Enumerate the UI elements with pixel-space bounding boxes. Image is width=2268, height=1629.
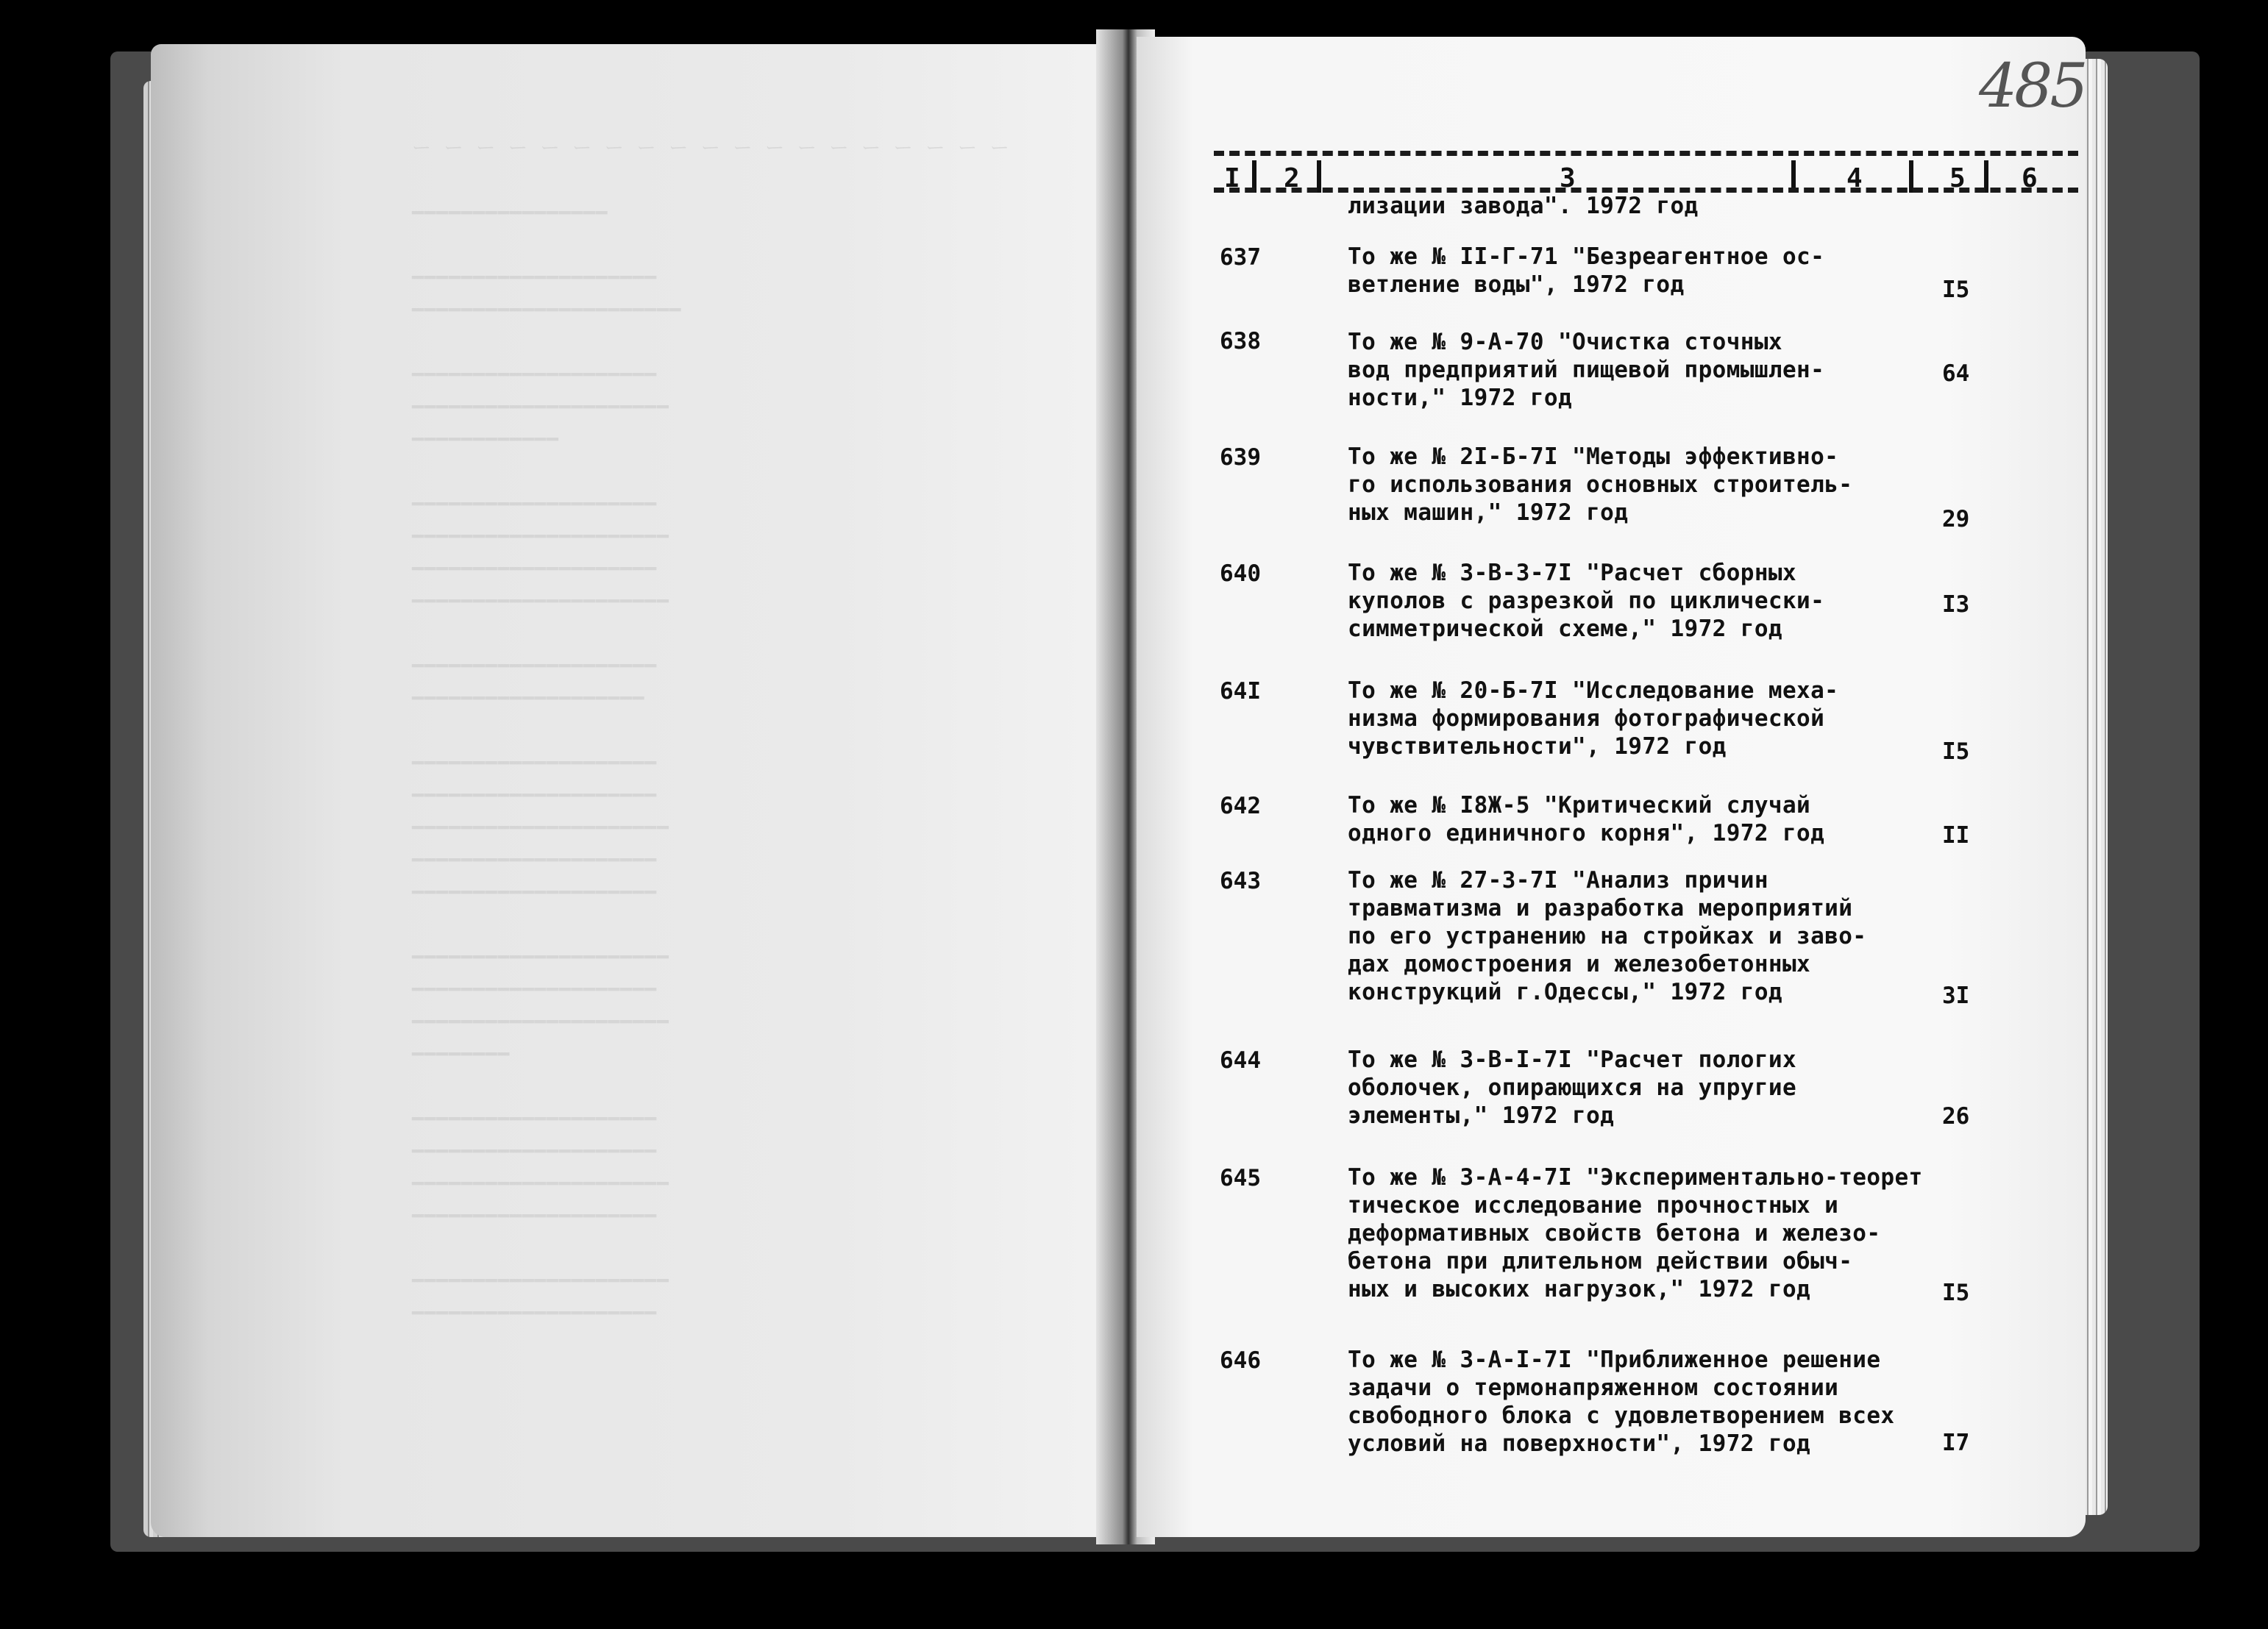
entry-number: 64I [1220,678,1261,705]
entry-description: То же № 3-А-I-7I "Приближенное решение задачи о термонапряженном состоянии свободного блока с удовлетворением всех условий на поверхности", 1972 год [1348,1347,1895,1457]
column-2-label: 2 [1284,163,1300,193]
entry-description: То же № I8Ж-5 "Критический случай одного единичного корня", 1972 год [1348,792,1825,846]
entry-pages: I3 [1942,591,1970,618]
entry-pages: I5 [1942,1280,1970,1306]
entry-pages: 26 [1942,1103,1970,1130]
entry-number: 638 [1220,328,1261,354]
column-4-label: 4 [1846,163,1863,193]
table-header-bottom-rule [1214,188,2078,193]
handwritten-page-number: 485 [1979,51,2086,121]
column-3-label: 3 [1560,163,1576,193]
column-6-label: 6 [2022,163,2038,193]
entry-pages: I5 [1942,738,1970,765]
entry-description: То же № 3-А-4-7I "Экспериментально-теорет тическое исследование прочностных и деформативных свойств бетона и железо- бетона при длительном действии обыч- ных и высоких нагрузок," 1972 год [1348,1164,1923,1302]
column-1-label: I [1224,163,1240,193]
entry-description: То же № 3-В-I-7I "Расчет пологих оболочек, опирающихся на упругие элементы," 1972 год [1348,1047,1797,1129]
entry-number: 642 [1220,793,1261,819]
entry-pages: I5 [1942,277,1970,303]
column-5-label: 5 [1949,163,1966,193]
left-page-bleed-through: ー ー ー ー ー ー ー ー ー ー ー ー ー ー ー ー ー ー ー ━━━━━━━━━━━━━━━━ ━━━━━━━━━━━━━━━━━━━━ ━━━━━━━━━━━━━━━━━━━━━━ ━━━━━━━━━━━━━━━━━━━━ ━━━━━━━━━━━━━━━━━━━━━ ━━━━━━━━━━━━ ━━━━━━━━━━━━━━━━━━━━ ━━━━━━━━━━━━━━━━━━━━━ ━━━━━━━━━━━━━━━━━━━━ ━━━━━━━━━━━━━━━━━━━━━ ━━━━━━━━━━━━━━━━━━━━ ━━━━━━━━━━━━━━━━━━━ ━━━━━━━━━━━━━━━━━━━━ ━━━━━━━━━━━━━━━━━━━━ ━━━━━━━━━━━━━━━━━━━━━ ━━━━━━━━━━━━━━━━━━━━ ━━━━━━━━━━━━━━━━━━━━ ━━━━━━━━━━━━━━━━━━━━━ ━━━━━━━━━━━━━━━━━━━━ ━━━━━━━━━━━━━━━━━━━━━ ━━━━━━━━ ━━━━━━━━━━━━━━━━━━━━ ━━━━━━━━━━━━━━━━━━━━ ━━━━━━━━━━━━━━━━━━━━━ ━━━━━━━━━━━━━━━━━━━━ ━━━━━━━━━━━━━━━━━━━━━ ━━━━━━━━━━━━━━━━━━━━ [412,138,1010,1325]
entry-number: 645 [1220,1165,1261,1191]
entry-pages: 3I [1942,983,1970,1009]
table-header-top-rule [1214,151,2078,156]
entry-description: То же № 9-А-70 "Очистка сточных вод предприятий пищевой промышлен- ности," 1972 год [1348,329,1825,411]
entry-number: 637 [1220,244,1261,271]
entry-description: То же № 2I-Б-7I "Методы эффективно- го использования основных строитель- ных машин," 1972 год [1348,443,1853,526]
entry-number: 639 [1220,444,1261,471]
entry-pages: 64 [1942,360,1970,387]
entry-pages: II [1942,822,1970,849]
entry-pages: I7 [1942,1430,1970,1456]
entry-number: 646 [1220,1347,1261,1374]
entry-description: То же № II-Г-71 "Безреагентное ос- ветление воды", 1972 год [1348,243,1825,298]
entry-description: То же № 20-Б-7I "Исследование меха- низма формирования фотографической чувствительности", 1972 год [1348,677,1839,760]
continuation-line: лизации завода". 1972 год [1348,193,1699,219]
entry-number: 640 [1220,560,1261,587]
entry-pages: 29 [1942,506,1970,532]
entry-description: То же № 3-В-3-7I "Расчет сборных куполов с разрезкой по циклически- симметрической схеме," 1972 год [1348,560,1825,642]
entry-number: 644 [1220,1047,1261,1074]
entry-number: 643 [1220,868,1261,894]
entry-description: То же № 27-3-7I "Анализ причин травматизма и разработка мероприятий по его устранению на стройках и заво- дах домостроения и железобетонных конструкций г.Одессы," 1972 год [1348,867,1867,1005]
